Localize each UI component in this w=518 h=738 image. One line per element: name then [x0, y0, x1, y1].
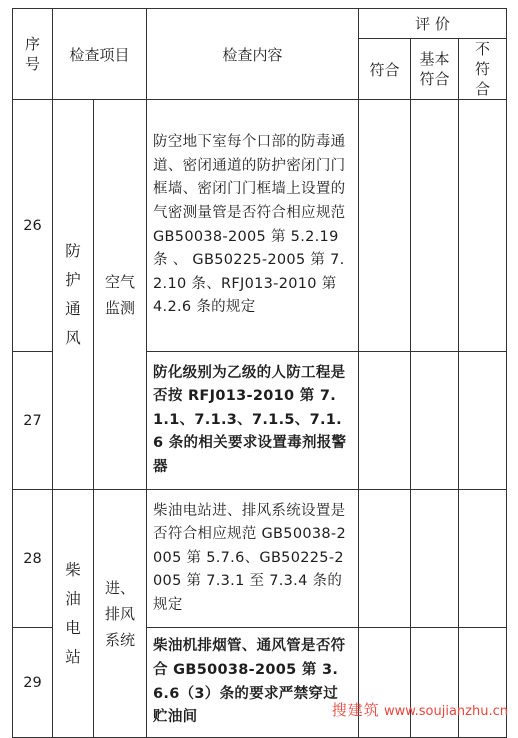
row-29-no: 29: [13, 628, 53, 738]
inspection-table: [12, 8, 507, 738]
header-nonconform: 不符合: [459, 39, 507, 100]
watermark-brand: 搜建筑: [331, 701, 380, 719]
row-29-basic: [411, 628, 459, 738]
row-29-conform: [359, 628, 411, 738]
row-27-content: 防化级别为乙级的人防工程是否按 RFJ013-2010 第 7.1.1、7.1.3、7.1.5、7.1.6 条的相关要求设置毒剂报警器: [147, 352, 359, 490]
header-content: 检查内容: [147, 9, 359, 100]
watermark: [332, 699, 508, 720]
row-27-basic: [411, 352, 459, 490]
row-26-conform: [359, 100, 411, 352]
row-27-nonconform: [459, 352, 507, 490]
row-28-content: 柴油电站进、排风系统设置是否符合相应规范 GB50038-2005 第 5.7.6、GB50225-2005 第 7.3.1 至 7.3.4 条的规定: [147, 490, 359, 628]
row-27-no: 27: [13, 352, 53, 490]
category-protection: 防护通风: [53, 100, 94, 490]
header-eval: 评 价: [359, 9, 507, 39]
row-27-conform: [359, 352, 411, 490]
header-basic: 基本符合: [411, 39, 459, 100]
row-29-content: 柴油机排烟管、通风管是否符合 GB50038-2005 第 3.6.6（3）条的要求严禁穿过贮油间: [147, 628, 359, 738]
row-26-nonconform: [459, 100, 507, 352]
row-26-content: 防空地下室每个口部的防毒通道、密闭通道的防护密闭门门框墙、密闭门门框墙上设置的气密测量管是否符合相应规范 GB50038-2005 第 5.2.19 条 、 GB50225-2005 第 7.2.10 条、RFJ013-2010 第 4.2.6 条的规定: [147, 100, 359, 352]
row-28-basic: [411, 490, 459, 628]
category-air: 空气监测: [94, 100, 147, 490]
row-26-basic: [411, 100, 459, 352]
row-29-nonconform: [459, 628, 507, 738]
row-28-no: 28: [13, 490, 53, 628]
header-conform: 符合: [359, 39, 411, 100]
row-28-conform: [359, 490, 411, 628]
category-diesel: 柴油电站: [53, 490, 94, 738]
watermark-url: www.soujianzhu.cn: [383, 704, 508, 719]
header-item: 检查项目: [53, 9, 147, 100]
category-exhaust: 进、排风系统: [94, 490, 147, 738]
row-26-no: 26: [13, 100, 53, 352]
row-28-nonconform: [459, 490, 507, 628]
header-seq: 序号: [13, 9, 53, 100]
